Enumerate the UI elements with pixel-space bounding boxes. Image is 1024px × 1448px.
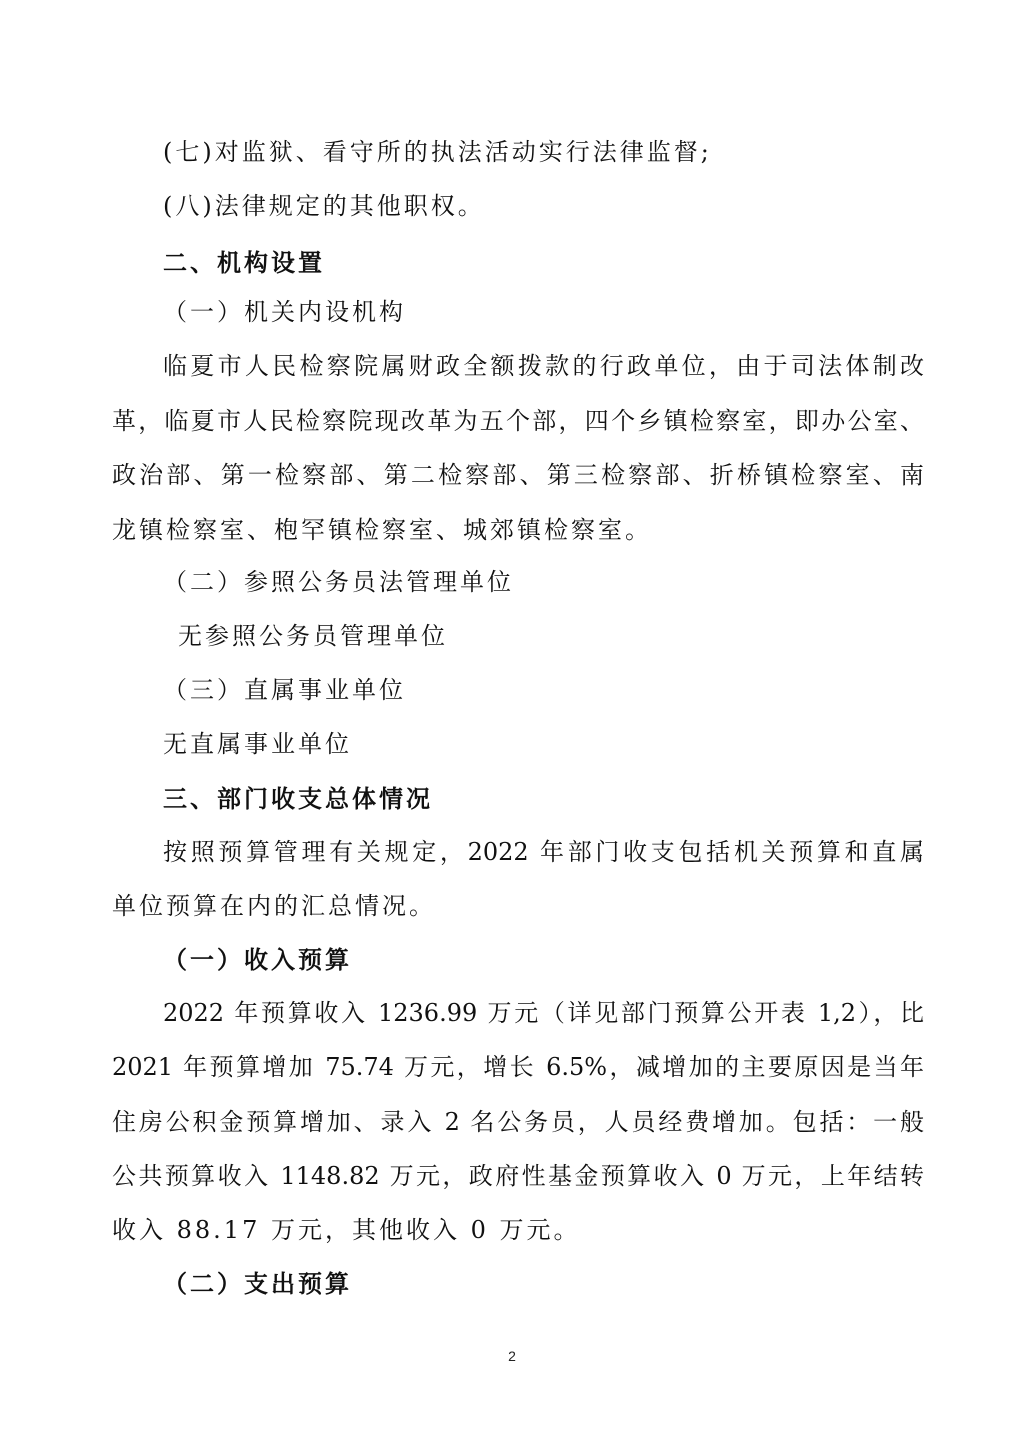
section-heading-3: 三、部门收支总体情况 bbox=[163, 785, 433, 813]
subsection-heading-expenditure: （二）支出预算 bbox=[163, 1270, 352, 1298]
paragraph-line: 收入 88.17 万元，其他收入 0 万元。 bbox=[112, 1216, 581, 1244]
duty-item-7: (七)对监狱、看守所的执法活动实行法律监督; bbox=[163, 138, 712, 166]
paragraph-line: 按照预算管理有关规定，2022 年部门收支包括机关预算和直属 bbox=[163, 838, 924, 866]
page-number: 2 bbox=[508, 1348, 516, 1364]
paragraph-line: 无直属事业单位 bbox=[163, 730, 352, 758]
section-heading-2: 二、机构设置 bbox=[163, 249, 325, 277]
paragraph-line: 2022 年预算收入 1236.99 万元（详见部门预算公开表 1,2），比 bbox=[163, 999, 924, 1027]
paragraph-line: 单位预算在内的汇总情况。 bbox=[112, 892, 436, 920]
paragraph-line: 无参照公务员管理单位 bbox=[178, 622, 448, 650]
subsection-heading-income: （一）收入预算 bbox=[163, 946, 352, 974]
duty-item-8: (八)法律规定的其他职权。 bbox=[163, 192, 485, 220]
paragraph-line: 临夏市人民检察院属财政全额拨款的行政单位，由于司法体制改 bbox=[163, 352, 924, 380]
paragraph-line: 龙镇检察室、枹罕镇检察室、城郊镇检察室。 bbox=[112, 516, 652, 544]
paragraph-line: 公共预算收入 1148.82 万元，政府性基金预算收入 0 万元，上年结转 bbox=[112, 1162, 924, 1190]
paragraph-line: 住房公积金预算增加、录入 2 名公务员，人员经费增加。包括：一般 bbox=[112, 1108, 924, 1136]
paragraph-line: 革，临夏市人民检察院现改革为五个部，四个乡镇检察室，即办公室、 bbox=[112, 407, 924, 435]
subsection-heading-internal: （一）机关内设机构 bbox=[163, 298, 406, 326]
subsection-heading-civil-servant: （二）参照公务员法管理单位 bbox=[163, 568, 514, 596]
subsection-heading-affiliated: （三）直属事业单位 bbox=[163, 676, 406, 704]
paragraph-line: 政治部、第一检察部、第二检察部、第三检察部、折桥镇检察室、南 bbox=[112, 461, 924, 489]
paragraph-line: 2021 年预算增加 75.74 万元，增长 6.5%，减增加的主要原因是当年 bbox=[112, 1053, 924, 1081]
